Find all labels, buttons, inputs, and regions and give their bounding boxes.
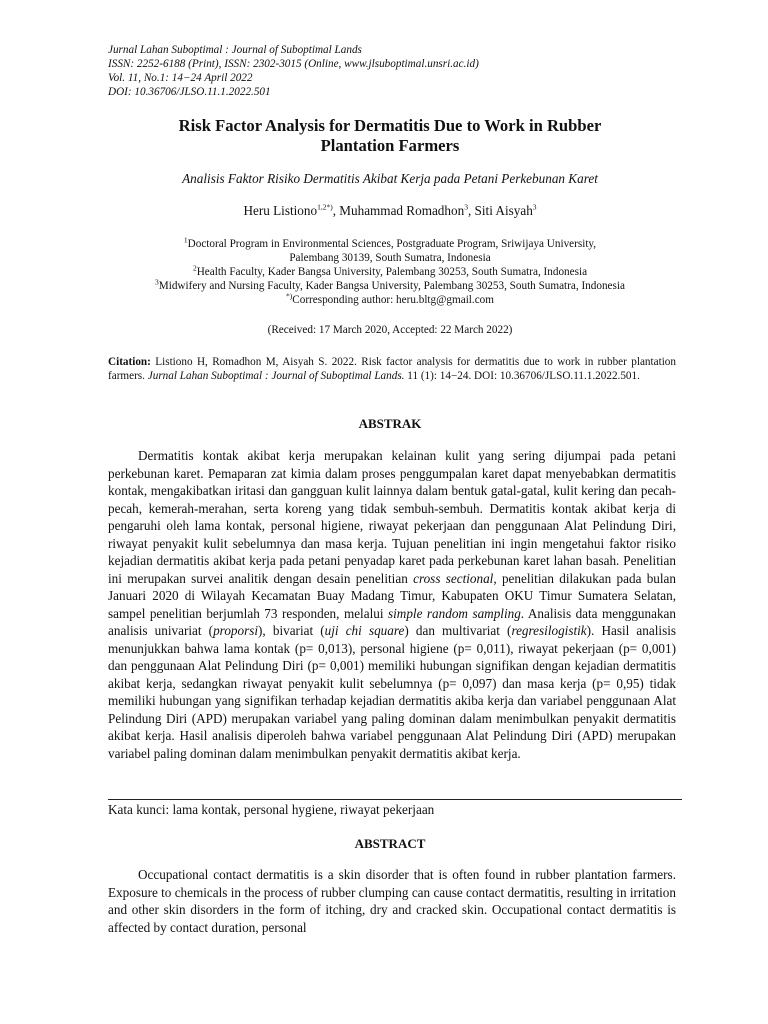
paper-subtitle: Analisis Faktor Risiko Dermatitis Akibat Kerja pada Petani Perkebunan Karet: [182, 171, 598, 186]
affiliations: [90, 237, 690, 307]
paper-title: Risk Factor Analysis for Dermatitis Due to Work in Rubber Plantation Farmers: [178, 116, 602, 155]
affiliation-1-cont: Palembang 30139, South Sumatra, Indonesia: [289, 252, 491, 264]
journal-issn: ISSN: 2252-6188 (Print), ISSN: 2302-3015 (Online, www.jlsuboptimal.unsri.ac.id): [108, 58, 479, 70]
affiliation-1: $^1$Doctoral Program in Environmental Sciences, Postgraduate Program, Sriwijaya University,: [183, 235, 597, 250]
author-superscript: 3: [464, 202, 468, 212]
journal-doi: DOI: 10.36706/JLSO.11.1.2022.501: [108, 86, 271, 98]
abstrak-body: Dermatitis kontak akibat kerja merupakan kelainan kulit yang sering dijumpai pada petani perkebunan karet. Pemaparan zat kimia dalam proses penggumpalan karet dapat menyebabkan dermatitis kontak, mengakibatkan iritasi dan gangguan kulit lainnya dalam bentuk gatal-gatal, kulit kering dan pecah-pecah, kemerah-merahan, serta koreng yang tidak sembuh-sembuh. Dermatitis kontak akibat kerja di pengaruhi oleh lama kontak, personal higiene, riwayat pekerjaan dan penggunaan Alat Pelindung Diri, riwayat penyakit kulit sebelumnya dan masa kerja. Tujuan penelitian ini ingin mengetahui faktor risiko kejadian dermatitis akibat kerja pada petani penyadap karet pada perkebunan karet lahan basah. Penelitian ini merupakan survei analitik dengan desain penelitian cross sectional, penelitian dilakukan pada bulan Januari 2020 di Wilayah Kecamatan Buay Madang Timur, Kabupaten OKU Timur Sumatera Selatan, sampel penelitian berjumlah 73 responden, melalui simple random sampling. Analisis data menggunakan analisis univariat (proporsi), bivariat (uji chi square) dan multivariat (regresilogistik). Hasil analisis menunjukkan bahwa lama kontak (p= 0,013), personal higiene (p= 0,011), riwayat pekerjaan (p= 0,001) dan penggunaan Alat Pelindung Diri (p= 0,001) memiliki hubungan signifikan dengan kejadian dermatitis akibat kerja, sedangkan riwayat penyakit kulit sebelumnya (p= 0,097) dan masa kerja (p= 0,95) tidak memiliki hubungan yang signifikan terhadap kejadian dermatitis akiba kerja dan variabel penggunaan Alat Pelindung Diri (APD) merupakan variabel yang paling dominan dalam menimbulkan penyakit dermatitis akibat kerja. Hasil analisis diperoleh bahwa variabel penggunaan Alat Pelindung Diri (APD) merupakan variabel paling dominan dalam menimbulkan penyakit dermatitis akibat kerja.: [108, 448, 677, 761]
keywords: Kata kunci: lama kontak, personal hygiene, riwayat pekerjaan: [108, 802, 435, 817]
journal-header: [108, 43, 479, 99]
corresponding-author: *)Corresponding author: heru.bltg@gmail.com: [286, 291, 494, 306]
received-date: (Received: 17 March 2020, Accepted: 22 March 2022): [267, 324, 513, 336]
author-name: Heru Listiono: [243, 203, 318, 218]
keywords-divider: [108, 799, 682, 800]
author-superscript: 3: [532, 202, 537, 212]
citation-journal: Jurnal Lahan Suboptimal : Journal of Suboptimal Lands.: [147, 370, 405, 383]
citation-tail: 11 (1): 14−24. DOI: 10.36706/JLSO.11.1.2022.501.: [407, 370, 640, 383]
affiliation-3: $^3$Midwifery and Nursing Faculty, Kader Bangsa University, Palembang 30253, South Sumatra, Indonesia: [155, 277, 625, 292]
author-name: , Muhammad Romadhon: [332, 203, 465, 218]
author-superscript: 1,2*): [317, 202, 333, 212]
author-name: , Siti Aisyah: [467, 203, 533, 218]
abstract-heading: ABSTRACT: [354, 836, 426, 851]
author-list: [100, 203, 680, 219]
abstrak-heading: ABSTRAK: [358, 416, 422, 431]
journal-name: Jurnal Lahan Suboptimal : Journal of Suboptimal Lands: [108, 44, 362, 56]
abstract-body: Occupational contact dermatitis is a skin disorder that is often found in rubber plantation farmers. Exposure to chemicals in the process of rubber clumping can cause contact dermatitis, resulting in irritation and other skin disorders in the form of itching, dry and cracked skin. Occupational contact dermatitis is affected by contact duration, personal: [108, 867, 676, 935]
affiliation-2: $^2$Health Faculty, Kader Bangsa University, Palembang 30253, South Sumatra, Indonesia: [192, 263, 588, 278]
journal-volume: Vol. 11, No.1: 14−24 April 2022: [108, 72, 253, 84]
citation: [108, 355, 676, 383]
citation-label: Citation:: [108, 356, 151, 368]
citation-text: Listiono H, Romadhon M, Aisyah S. 2022. Risk factor analysis for dermatitis due to work in rubber plantation farmers.: [108, 356, 676, 383]
